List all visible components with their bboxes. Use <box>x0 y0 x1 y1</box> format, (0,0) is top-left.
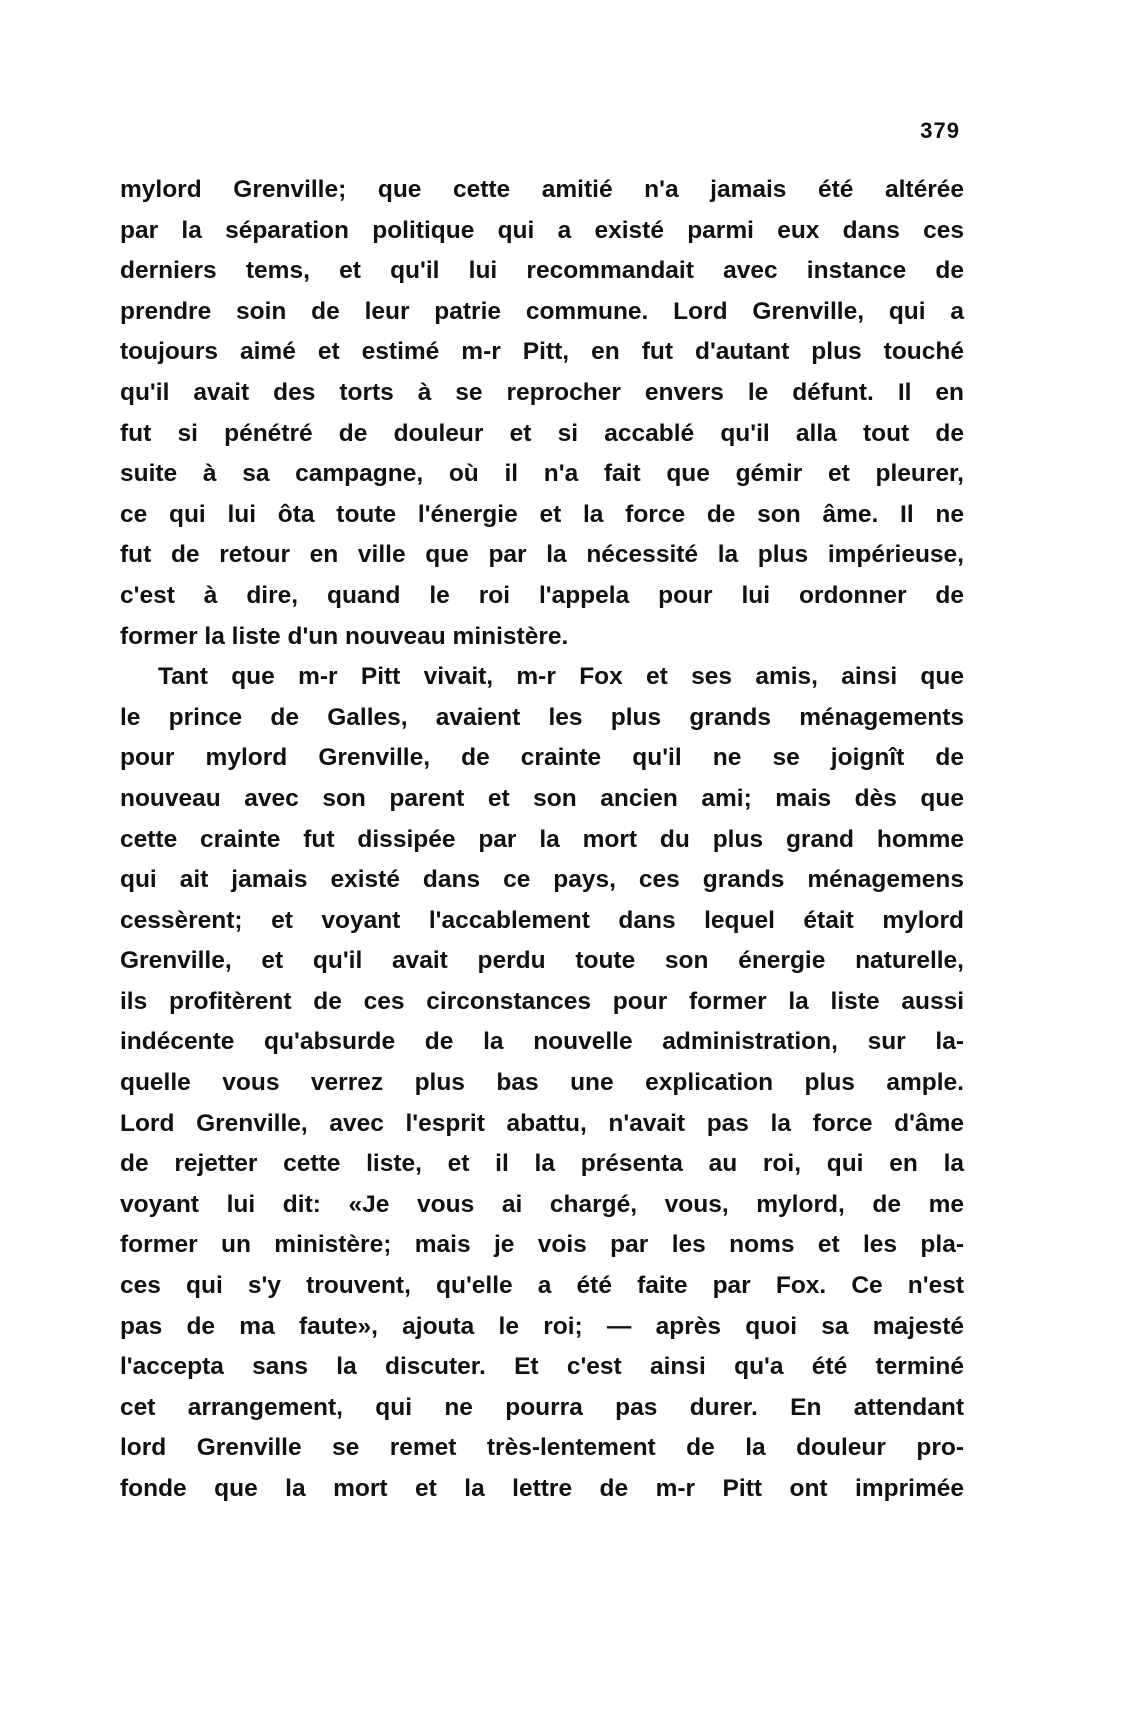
page-number: 379 <box>920 118 960 143</box>
text-line: ils profitèrent de ces circonstances pour former la liste aussi <box>120 987 964 1015</box>
paragraph-2 <box>120 657 964 1509</box>
text-line: le prince de Galles, avaient les plus grands ménagements <box>120 703 964 731</box>
text-line: pour mylord Grenville, de crainte qu'il ne se joignît de <box>120 744 964 772</box>
text-line: voyant lui dit: «Je vous ai chargé, vous, mylord, de me <box>120 1190 964 1218</box>
text-line: qu'il avait des torts à se reprocher envers le défunt. Il en <box>120 378 964 406</box>
body-text <box>120 170 964 1510</box>
text-line: fonde que la mort et la lettre de m-r Pitt ont imprimée <box>120 1475 964 1502</box>
text-line: de rejetter cette liste, et il la présenta au roi, qui en la <box>120 1150 964 1178</box>
text-line: pas de ma faute», ajouta le roi; — après quoi sa majesté <box>120 1312 964 1340</box>
text-line: former un ministère; mais je vois par les noms et les pla- <box>120 1231 964 1259</box>
text-line: prendre soin de leur patrie commune. Lord Grenville, qui a <box>120 297 964 325</box>
text-line: cet arrangement, qui ne pourra pas durer. En attendant <box>120 1393 964 1421</box>
text-line: suite à sa campagne, où il n'a fait que gémir et pleurer, <box>120 460 964 488</box>
text-line: ces qui s'y trouvent, qu'elle a été faite par Fox. Ce n'est <box>120 1272 964 1300</box>
text-line: fut de retour en ville que par la nécessité la plus impérieuse, <box>120 541 964 569</box>
text-line: qui ait jamais existé dans ce pays, ces grands ménagemens <box>120 866 964 894</box>
text-line: par la séparation politique qui a existé parmi eux dans ces <box>120 216 964 244</box>
text-line: cette crainte fut dissipée par la mort du plus grand homme <box>120 825 964 853</box>
text-line: mylord Grenville; que cette amitié n'a jamais été altérée <box>120 176 964 203</box>
text-line: former la liste d'un nouveau ministère. <box>120 622 569 650</box>
text-line: Grenville, et qu'il avait perdu toute son énergie naturelle, <box>120 947 964 975</box>
text-line: l'accepta sans la discuter. Et c'est ainsi qu'a été terminé <box>120 1353 964 1381</box>
text-line: indécente qu'absurde de la nouvelle administration, sur la- <box>120 1028 964 1056</box>
text-line: toujours aimé et estimé m-r Pitt, en fut d'autant plus touché <box>120 338 964 366</box>
text-line: lord Grenville se remet très-lentement de la douleur pro- <box>120 1434 964 1462</box>
text-line: fut si pénétré de douleur et si accablé qu'il alla tout de <box>120 419 964 447</box>
text-line: ce qui lui ôta toute l'énergie et la force de son âme. Il ne <box>120 500 964 528</box>
text-line: c'est à dire, quand le roi l'appela pour lui ordonner de <box>120 581 964 609</box>
text-line: Lord Grenville, avec l'esprit abattu, n'avait pas la force d'âme <box>120 1109 964 1137</box>
text-line: derniers tems, et qu'il lui recommandait avec instance de <box>120 257 964 285</box>
text-line: cessèrent; et voyant l'accablement dans lequel était mylord <box>120 906 964 934</box>
paragraph-1 <box>120 170 964 657</box>
text-line: Tant que m-r Pitt vivait, m-r Fox et ses amis, ainsi que <box>158 663 964 691</box>
text-line: nouveau avec son parent et son ancien ami; mais dès que <box>120 784 964 812</box>
text-line: quelle vous verrez plus bas une explication plus ample. <box>120 1069 964 1097</box>
